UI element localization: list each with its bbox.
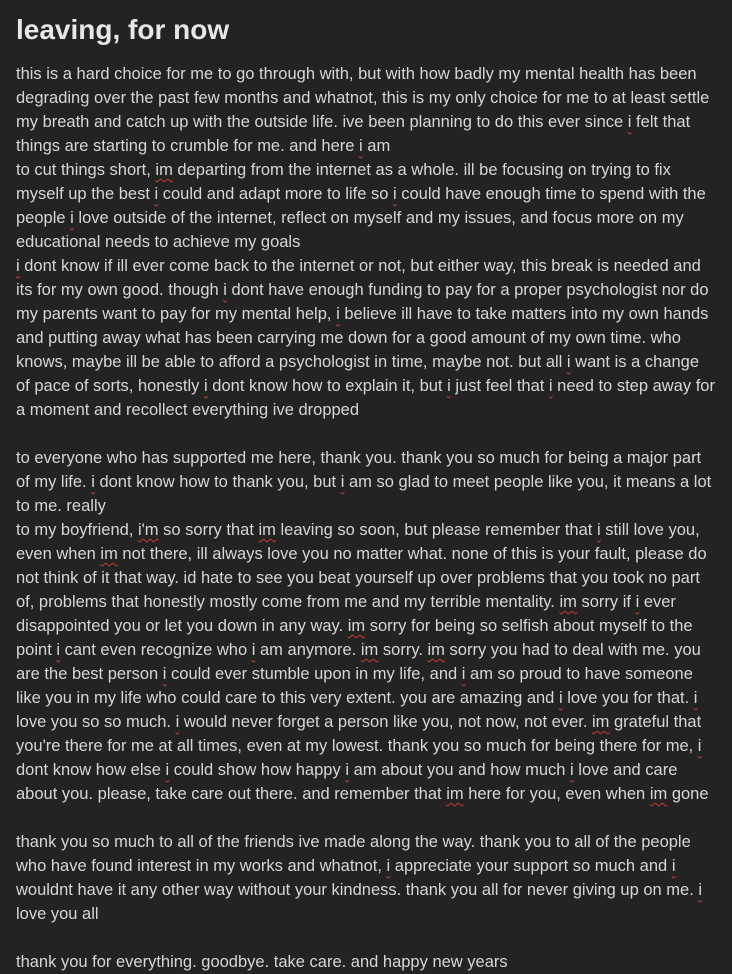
misspelled-word[interactable]: i <box>162 665 167 683</box>
misspelled-word[interactable]: i <box>336 305 340 323</box>
text-block <box>16 830 716 926</box>
paragraph[interactable]: to cut things short, im departing from the internet as a whole. ill be focusing on trying to fix myself up the best i could and adapt more to life so i could have enough time to spend with the people i love outside of the internet, reflect on myself and my issues, and focus more on my educational needs to achieve my goals <box>16 161 706 251</box>
misspelled-word[interactable]: i <box>56 641 61 659</box>
text-block <box>16 446 716 806</box>
misspelled-word[interactable]: i <box>566 353 571 371</box>
misspelled-word[interactable]: i <box>693 689 698 707</box>
document-body[interactable] <box>16 62 716 974</box>
misspelled-word[interactable]: i <box>461 665 466 683</box>
misspelled-word[interactable]: i <box>340 473 345 491</box>
misspelled-word[interactable]: i <box>359 137 363 155</box>
text-block <box>16 950 716 974</box>
paragraph[interactable]: this is a hard choice for me to go through with, but with how badly my mental health has been degrading over the past few months and whatnot, this is my only choice for me to at least settle my breath and catch up with the outside life. ive been planning to do this ever since i felt that things are starting to crumble for me. and here i am <box>16 65 710 155</box>
misspelled-word[interactable]: i <box>698 881 703 899</box>
misspelled-word[interactable]: i <box>392 185 397 203</box>
misspelled-word[interactable]: im <box>258 521 276 539</box>
paragraph[interactable]: thank you so much to all of the friends ive made along the way. thank you to all of the people who have found interest in my works and whatnot, i appreciate your support so much and i wouldnt have it any other way without your kindness. thank you all for never giving up on me. i love you all <box>16 833 703 923</box>
misspelled-word[interactable]: i <box>70 209 74 227</box>
misspelled-word[interactable]: i <box>671 857 676 875</box>
misspelled-word[interactable]: im <box>155 161 173 179</box>
misspelled-word[interactable]: i <box>175 713 180 731</box>
paragraph[interactable]: thank you for everything. goodbye. take care. and happy new years <box>16 953 508 971</box>
misspelled-word[interactable]: i <box>447 377 451 395</box>
paragraph[interactable]: to everyone who has supported me here, thank you. thank you so much for being a major part of my life. i dont know how to thank you, but i am so glad to meet people like you, it means a lot to me. really <box>16 449 712 515</box>
misspelled-word[interactable]: im <box>559 593 577 611</box>
misspelled-word[interactable]: i <box>91 473 95 491</box>
misspelled-word[interactable]: i <box>570 761 574 779</box>
misspelled-word[interactable]: i <box>386 857 391 875</box>
misspelled-word[interactable]: i <box>251 641 256 659</box>
misspelled-word[interactable]: i <box>548 377 553 395</box>
misspelled-word[interactable]: im <box>592 713 610 731</box>
misspelled-word[interactable]: i <box>627 113 632 131</box>
misspelled-word[interactable]: i <box>16 257 20 275</box>
misspelled-word[interactable]: i <box>223 281 227 299</box>
document-title[interactable]: leaving, for now <box>16 14 230 45</box>
paragraph[interactable]: to my boyfriend, i'm so sorry that im leaving so soon, but please remember that i still love you, even when im not there, ill always love you no matter what. none of this is your fault, please do not think of it that way. id hate to see you beat yourself up over problems that you took no part of, problems that honestly mostly come from me and my terrible mentality. im sorry if i ever disappointed you or let you down in any way. im sorry for being so selfish about myself to the point i cant even recognize who i am anymore. im sorry. im sorry you had to deal with me. you are the best person i could ever stumble upon in my life, and i am so proud to have someone like you in my life who could care to this very extent. you are amazing and i love you for that. i love you so so much. i would never forget a person like you, not now, not ever. im grateful that you're there for me at all times, even at my lowest. thank you so much for being there for me, i dont know how else i could show how happy i am about you and how much i love and care about you. please, take care out there. and remember that im here for you, even when im gone <box>16 521 709 803</box>
misspelled-word[interactable]: i <box>345 761 349 779</box>
misspelled-word[interactable]: i'm <box>137 521 159 539</box>
paragraph[interactable]: i dont know if ill ever come back to the internet or not, but either way, this break is needed and its for my own good. though i dont have enough funding to pay for a proper psychologist nor do my parents want to pay for my mental help, i believe ill have to take matters into my own hands and putting away what has been carrying me down for a good amount of my own time. who knows, maybe ill be able to afford a psychologist in time, maybe not. but all i want is a change of pace of sorts, honestly i dont know how to explain it, but i just feel that i need to step away for a moment and recollect everything ive dropped <box>16 257 715 419</box>
misspelled-word[interactable]: im <box>427 641 445 659</box>
misspelled-word[interactable]: i <box>596 521 601 539</box>
misspelled-word[interactable]: im <box>446 785 464 803</box>
text-block <box>16 62 716 422</box>
misspelled-word[interactable]: im <box>100 545 118 563</box>
misspelled-word[interactable]: i <box>154 185 159 203</box>
misspelled-word[interactable]: im <box>649 785 668 803</box>
misspelled-word[interactable]: im <box>360 641 379 659</box>
misspelled-word[interactable]: i <box>635 593 640 611</box>
misspelled-word[interactable]: i <box>558 689 563 707</box>
misspelled-word[interactable]: i <box>165 761 170 779</box>
misspelled-word[interactable]: i <box>697 737 702 755</box>
misspelled-word[interactable]: im <box>347 617 366 635</box>
misspelled-word[interactable]: i <box>204 377 208 395</box>
